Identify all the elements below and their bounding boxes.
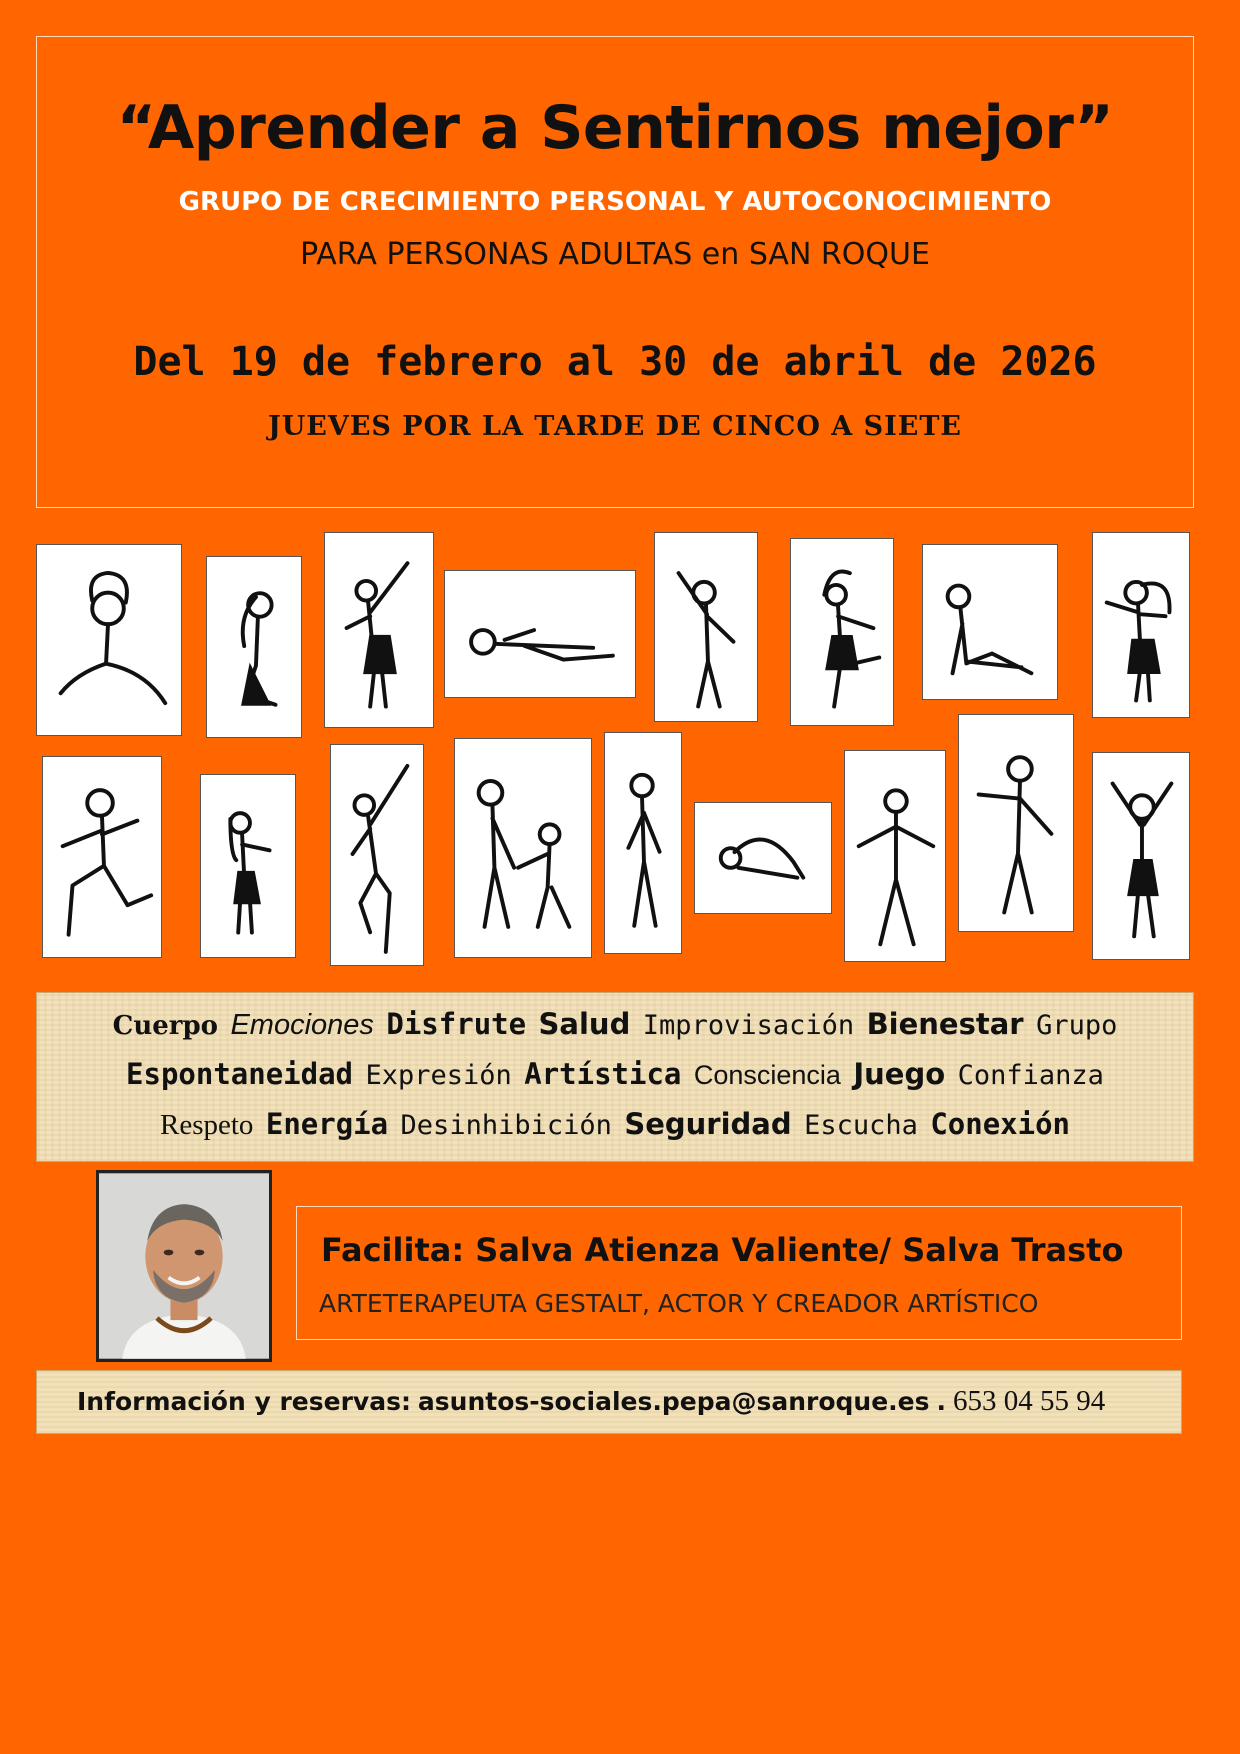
info-panel [36,1370,1182,1434]
keyword: Improvisación [642,1010,855,1041]
keyword: Grupo [1036,1010,1118,1041]
facilitator-photo [96,1170,272,1362]
keyword: Respeto [159,1109,254,1141]
poster-title: “Aprender a Sentirnos mejor” [116,93,1114,163]
keyword: Artística [524,1057,682,1091]
stick-figure-sitting-icon [922,544,1058,700]
info-label: Información y reservas: [77,1387,411,1416]
stick-figure-girl-icon [200,774,296,958]
stick-figure-waving-icon [654,532,758,722]
keyword: Cuerpo [112,1011,219,1041]
keyword: Desinhibición [400,1110,612,1141]
subtitle-group: GRUPO DE CRECIMIENTO PERSONAL Y AUTOCONOCIMIENTO [178,187,1052,217]
stick-figure-curled-icon [694,802,832,914]
keywords-line-2 [37,1057,1193,1091]
stick-figure-reaching-icon [330,744,424,966]
schedule-text: JUEVES POR LA TARDE DE CINCO A SIETE [267,411,963,442]
info-line [77,1385,1105,1418]
stick-figure-ballet-icon [790,538,894,726]
stick-figure-ponytail-icon [1092,532,1190,718]
keywords-line-3 [37,1107,1193,1142]
contact-email-link[interactable]: asuntos-sociales.pepa@sanroque.es [417,1387,930,1416]
stick-figure-running-icon [42,756,162,958]
keyword: Expresión [365,1060,512,1091]
keyword: Consciencia [693,1060,841,1090]
keyword: Disfrute [386,1007,527,1041]
keyword: Salud [538,1007,631,1041]
keywords-panel [36,992,1194,1162]
contact-phone[interactable]: 653 04 55 94 [952,1385,1106,1417]
stick-figure-arms-open-icon [844,750,946,962]
keyword: Confianza [957,1060,1104,1091]
keyword: Conexión [930,1107,1071,1141]
keyword: Escucha [804,1110,918,1141]
facilitator-box [296,1206,1182,1340]
keyword: Juego [853,1057,946,1091]
facilitator-role: ARTETERAPEUTA GESTALT, ACTOR Y CREADOR ARTÍSTICO [319,1289,1039,1318]
date-range: Del 19 de febrero al 30 de abril de 2026 [133,339,1097,385]
keyword: Seguridad [624,1107,792,1141]
stick-figure-dancing-icon [324,532,434,728]
keyword: Emociones [230,1009,374,1041]
keyword: Bienestar [866,1007,1024,1041]
subtitle-audience: PARA PERSONAS ADULTAS en SAN ROQUE [300,237,930,272]
keyword: Espontaneidad [126,1057,354,1091]
info-separator: . [936,1387,946,1416]
stick-figure-lying-icon [444,570,636,698]
header-box [36,36,1194,508]
facilitator-name: Facilita: Salva Atienza Valiente/ Salva Trasto [321,1231,1124,1269]
stick-figure-celebrating-icon [1092,752,1190,960]
keyword: Energía [265,1107,389,1141]
stick-figure-standing-icon [604,732,682,954]
keywords-line-1 [37,1007,1193,1042]
stick-figure-jumping-icon [36,544,182,736]
stick-figure-gesturing-icon [958,714,1074,932]
stick-figures-pair-icon [454,738,592,958]
stick-figure-kneeling-icon [206,556,302,738]
